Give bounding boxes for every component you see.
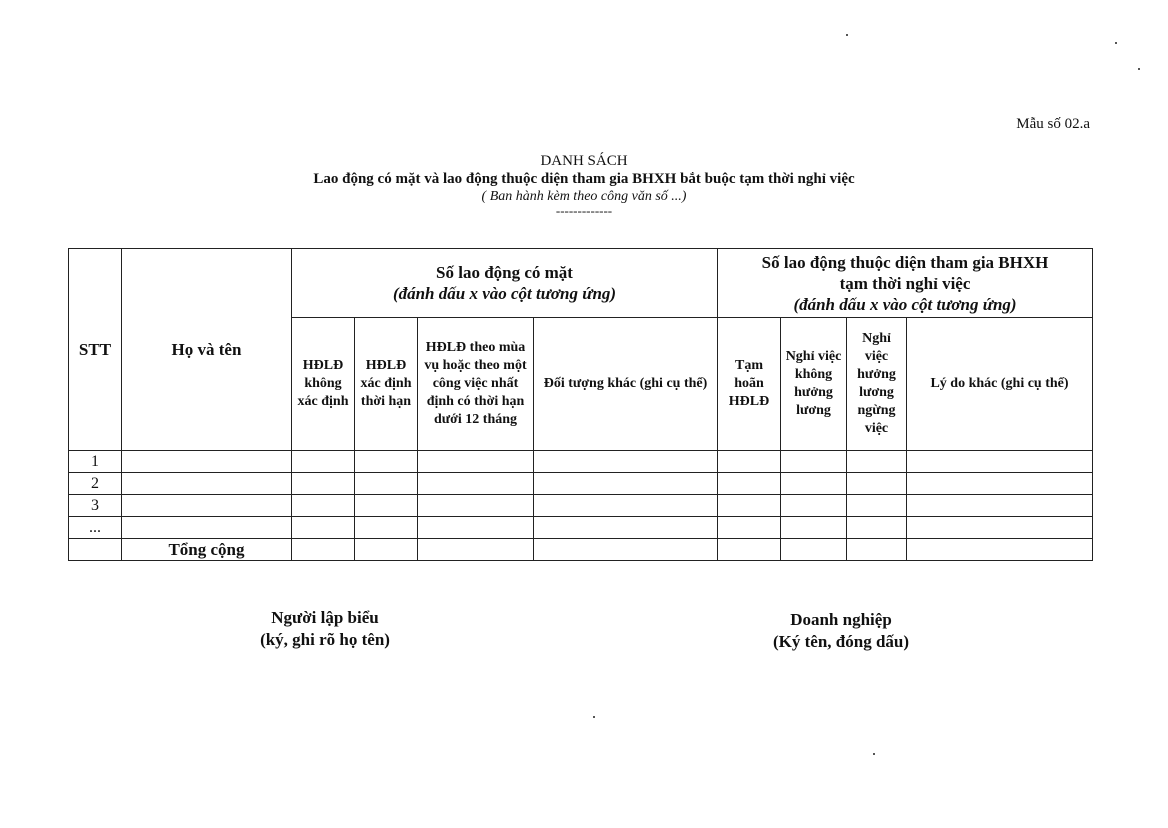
table-row	[69, 451, 1093, 473]
issued-note: ( Ban hành kèm theo công văn số ...)	[481, 189, 687, 204]
leave-group-title-line2: tạm thời nghỉ việc	[839, 273, 971, 293]
cell-name[interactable]	[122, 517, 292, 539]
row-number: 3	[69, 495, 122, 517]
preparer-title: Người lập biểu	[271, 608, 379, 627]
enterprise-title: Doanh nghiệp	[790, 610, 892, 629]
cell[interactable]	[418, 473, 534, 495]
cell[interactable]	[781, 539, 847, 561]
scan-speck	[846, 34, 848, 36]
header-unpaid-leave: Nghỉ việc không hưởng lương	[781, 318, 847, 451]
cell[interactable]	[355, 473, 418, 495]
cell[interactable]	[534, 539, 718, 561]
cell[interactable]	[718, 517, 781, 539]
cell[interactable]	[355, 495, 418, 517]
leave-group-title-line1: Số lao động thuộc diện tham gia BHXH	[761, 252, 1049, 272]
cell[interactable]	[847, 495, 907, 517]
cell-name[interactable]	[122, 473, 292, 495]
document-title: DANH SÁCH	[540, 153, 628, 169]
total-row	[69, 539, 1093, 561]
document-subtitle: Lao động có mặt và lao động thuộc diện tham gia BHXH bắt buộc tạm thời nghỉ việc	[313, 171, 855, 187]
cell[interactable]	[781, 451, 847, 473]
cell[interactable]	[534, 473, 718, 495]
preparer-signature-block	[200, 607, 450, 651]
header-paid-work-stoppage: Nghỉ việc hưởng lương ngừng việc	[847, 318, 907, 451]
enterprise-signature-block	[716, 609, 966, 653]
table-row	[69, 495, 1093, 517]
present-group-note: (đánh dấu x vào cột tương ứng)	[392, 284, 617, 303]
cell[interactable]	[718, 451, 781, 473]
cell[interactable]	[292, 473, 355, 495]
scan-speck	[1138, 68, 1140, 70]
header-leave-group	[718, 249, 1093, 318]
cell[interactable]	[907, 451, 1093, 473]
header-present-group	[292, 249, 718, 318]
header-other-present: Đối tượng khác (ghi cụ thể)	[534, 318, 718, 451]
scan-speck	[593, 716, 595, 718]
scan-speck	[873, 753, 875, 755]
employee-list-table	[68, 248, 1093, 561]
header-fixed-term-contract: HĐLĐ xác định thời hạn	[355, 318, 418, 451]
table-row	[69, 473, 1093, 495]
cell[interactable]	[418, 517, 534, 539]
cell[interactable]	[718, 495, 781, 517]
leave-group-note: (đánh dấu x vào cột tương ứng)	[793, 294, 1017, 314]
cell[interactable]	[847, 517, 907, 539]
cell[interactable]	[718, 539, 781, 561]
header-stt: STT	[69, 249, 122, 451]
cell[interactable]	[907, 473, 1093, 495]
cell[interactable]	[292, 451, 355, 473]
cell[interactable]	[718, 473, 781, 495]
cell[interactable]	[418, 451, 534, 473]
title-separator: -------------	[555, 203, 613, 218]
cell[interactable]	[907, 495, 1093, 517]
form-number: Mẫu số 02.a	[1016, 116, 1090, 132]
cell[interactable]	[355, 451, 418, 473]
header-seasonal-contract: HĐLĐ theo mùa vụ hoặc theo một công việc nhất định có thời hạn dưới 12 tháng	[418, 318, 534, 451]
cell[interactable]	[847, 473, 907, 495]
cell-name[interactable]	[122, 451, 292, 473]
title-block	[234, 153, 934, 216]
cell[interactable]	[781, 517, 847, 539]
total-label: Tổng cộng	[122, 539, 292, 561]
header-indefinite-contract: HĐLĐ không xác định	[292, 318, 355, 451]
cell[interactable]	[847, 539, 907, 561]
cell[interactable]	[534, 517, 718, 539]
cell[interactable]	[781, 473, 847, 495]
cell[interactable]	[907, 539, 1093, 561]
cell[interactable]	[534, 495, 718, 517]
header-name: Họ và tên	[122, 249, 292, 451]
cell[interactable]	[534, 451, 718, 473]
enterprise-note: (Ký tên, đóng dấu)	[772, 632, 910, 651]
preparer-note: (ký, ghi rõ họ tên)	[260, 630, 390, 649]
present-group-title: Số lao động có mặt	[436, 263, 573, 282]
cell[interactable]	[292, 539, 355, 561]
cell[interactable]	[847, 451, 907, 473]
table-row	[69, 517, 1093, 539]
cell[interactable]	[292, 495, 355, 517]
cell[interactable]	[355, 539, 418, 561]
cell[interactable]	[292, 517, 355, 539]
row-number: ...	[69, 517, 122, 539]
row-number: 2	[69, 473, 122, 495]
cell[interactable]	[418, 539, 534, 561]
header-suspended-contract: Tạm hoãn HĐLĐ	[718, 318, 781, 451]
header-other-reason: Lý do khác (ghi cụ thể)	[907, 318, 1093, 451]
cell-name[interactable]	[122, 495, 292, 517]
cell[interactable]	[907, 517, 1093, 539]
cell[interactable]	[781, 495, 847, 517]
row-number: 1	[69, 451, 122, 473]
scan-speck	[1115, 42, 1117, 44]
cell	[69, 539, 122, 561]
cell[interactable]	[355, 517, 418, 539]
cell[interactable]	[418, 495, 534, 517]
